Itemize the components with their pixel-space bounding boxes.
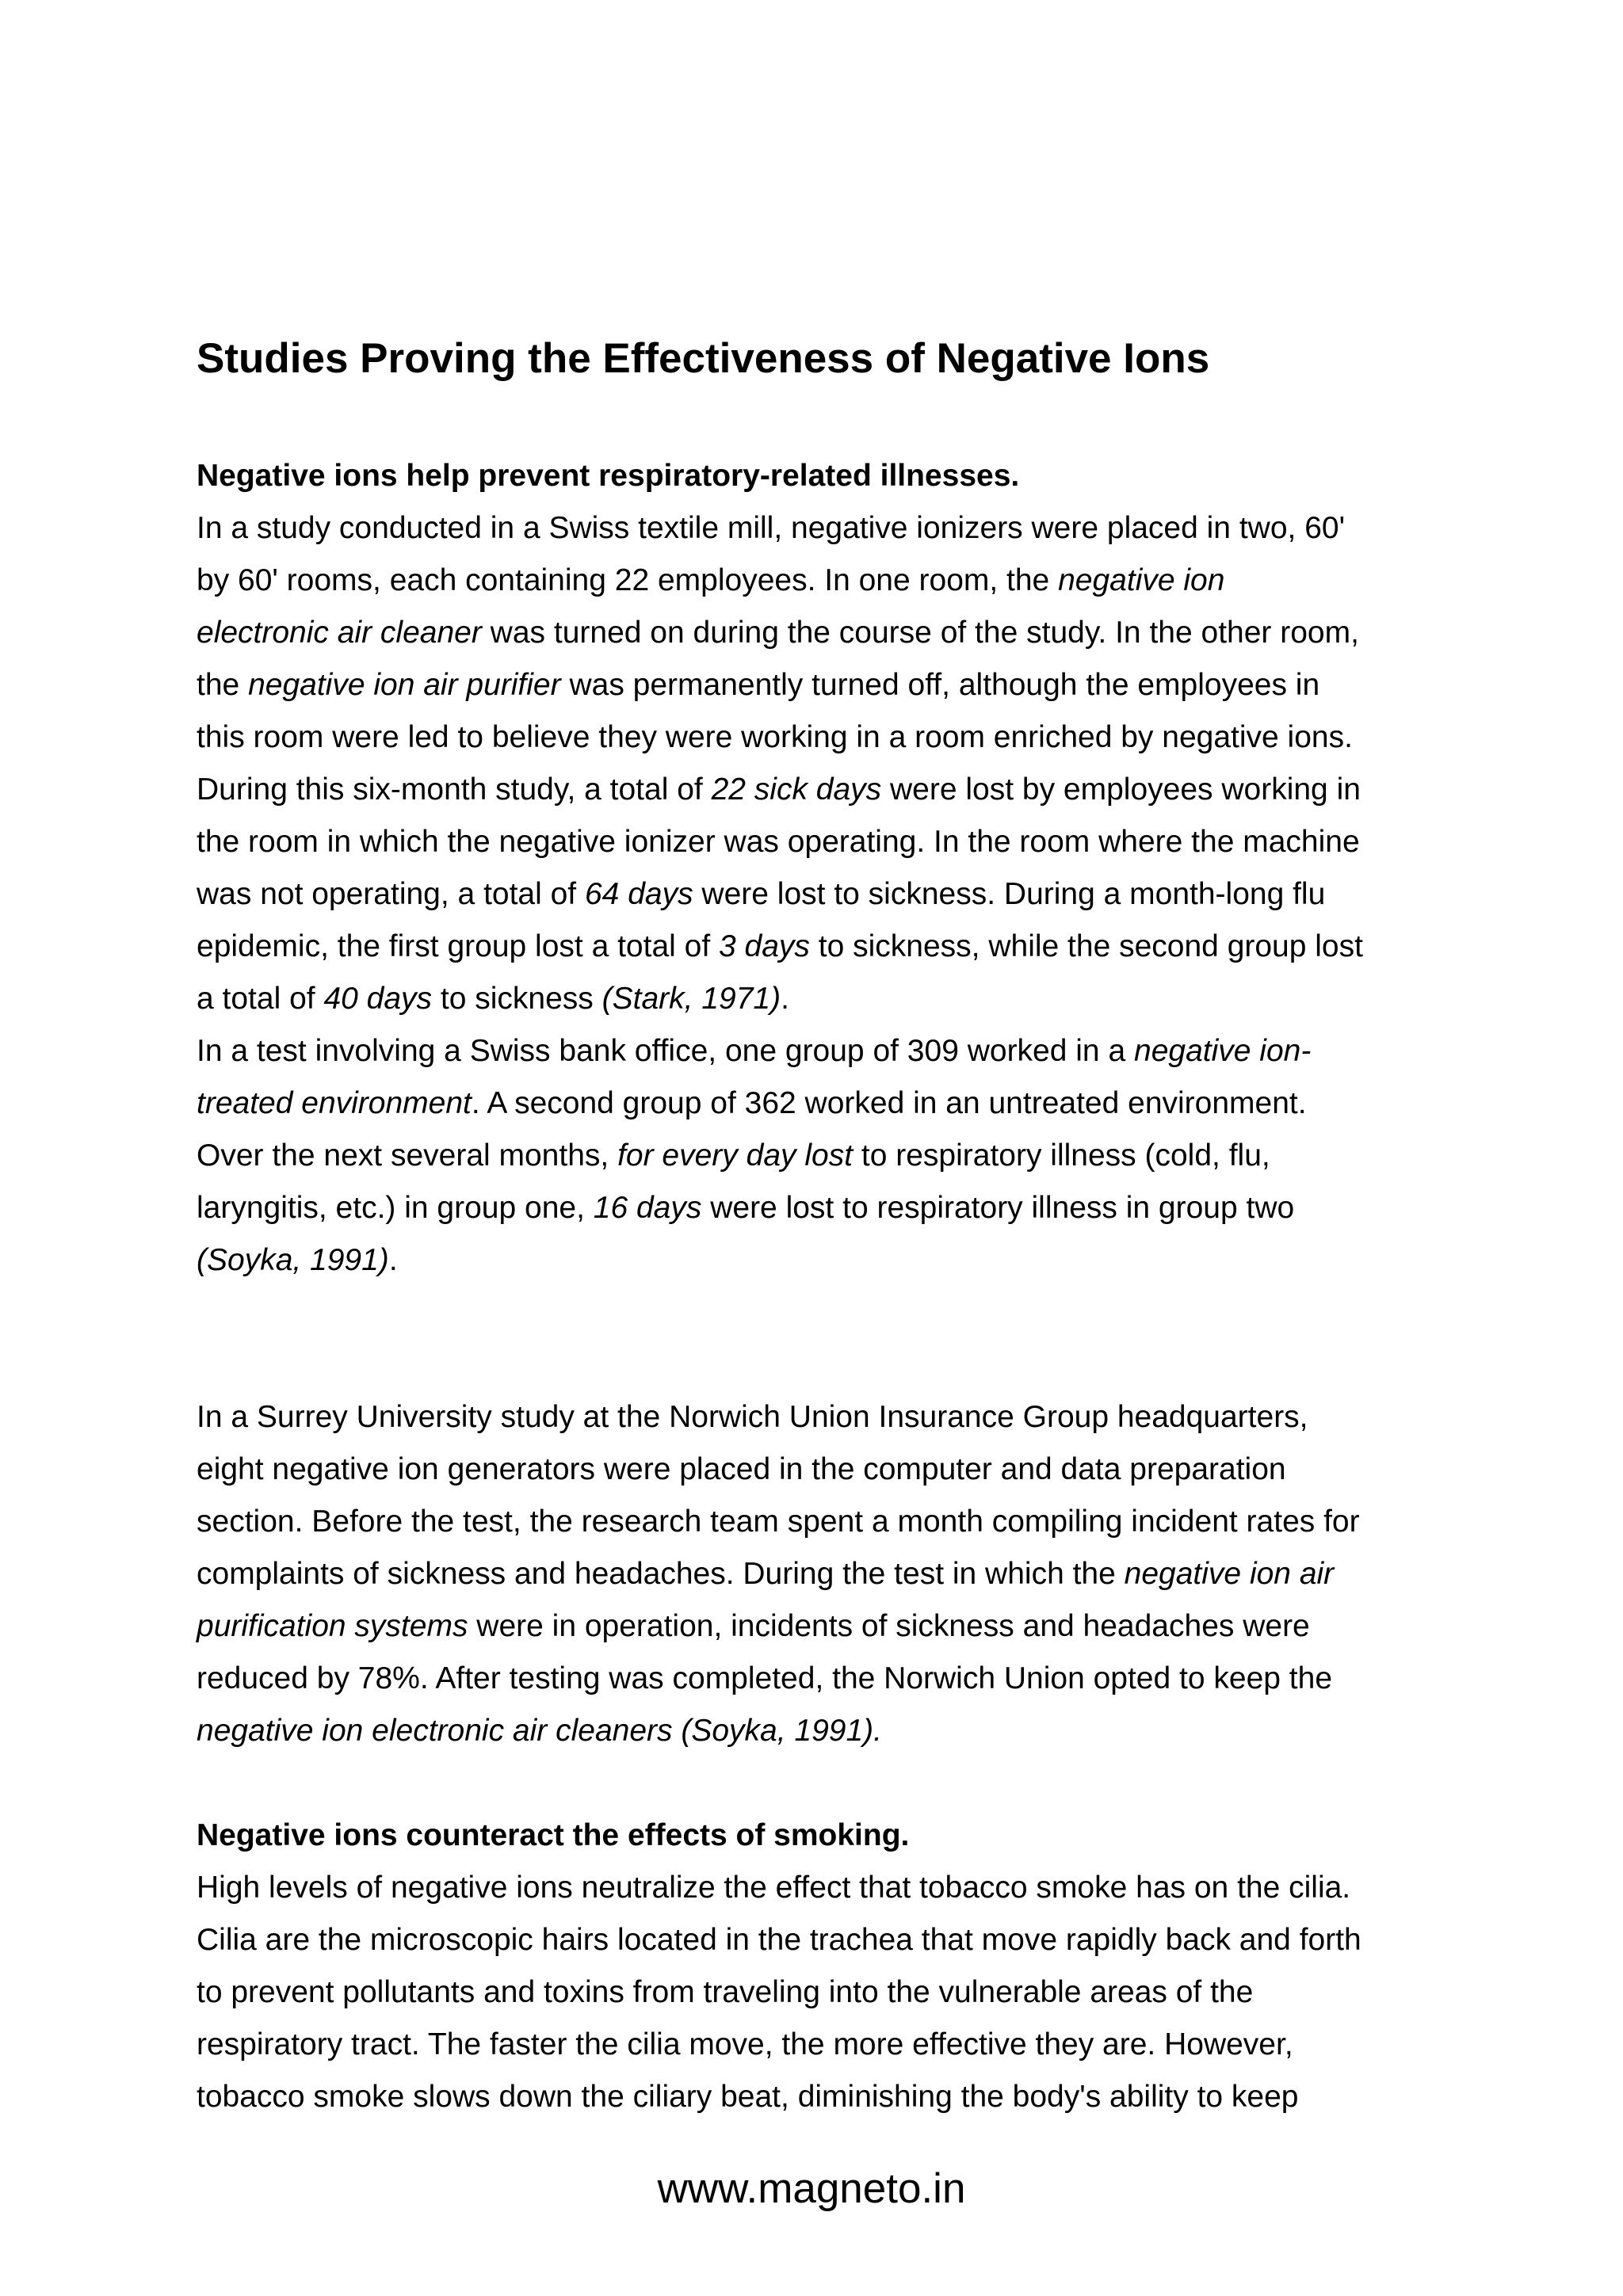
text-line [197,2071,1361,2123]
text-run: tobacco smoke slows down the ciliary beat, diminishing the body's ability to keep [197,2080,1299,2114]
text-run: were lost to respiratory illness in group two [701,1191,1295,1225]
text-line [197,555,1363,607]
text-run: . A second group of 362 worked in an untreated environment. [471,1086,1307,1120]
section-heading-respiratory: Negative ions help prevent respiratory-related illnesses. [197,459,1020,493]
page-title: Studies Proving the Effectiveness of Negative Ions [197,335,1210,382]
text-run: to sickness [432,982,602,1016]
text-run: were in operation, incidents of sickness and headaches were [468,1609,1310,1643]
paragraph-textile-mill-study [197,502,1363,1025]
italic-text-run: for every day lost [617,1138,854,1173]
text-run: to prevent pollutants and toxins from traveling into the vulnerable areas of the [197,1975,1254,2009]
text-run: Cilia are the microscopic hairs located in the trachea that move rapidly back and forth [197,1923,1361,1957]
text-line [197,764,1363,816]
text-line [197,502,1363,555]
text-line [197,1182,1311,1234]
italic-text-run: 64 days [584,877,693,911]
text-run: eight negative ion generators were placed in the computer and data preparation [197,1452,1286,1486]
italic-text-run: negative ion- [1134,1034,1312,1068]
text-line [197,1496,1360,1548]
text-line [197,659,1363,711]
text-run: a total of [197,982,324,1016]
text-line [197,1077,1311,1130]
italic-text-run: electronic air cleaner [197,616,482,650]
text-run: reduced by 78%. After testing was completed, the Norwich Union opted to keep the [197,1661,1333,1695]
text-run: laryngitis, etc.) in group one, [197,1191,594,1225]
italic-text-run: 40 days [323,982,433,1016]
text-line [197,711,1363,764]
text-line [197,868,1363,921]
text-run: . [781,982,789,1016]
text-line [197,1234,1311,1287]
italic-text-run: 3 days [719,929,810,963]
text-line [197,973,1363,1025]
italic-text-run: purification systems [197,1609,468,1643]
paragraph-cilia-smoking [197,1862,1361,2123]
text-run: . [388,1243,398,1277]
text-run: In a study conducted in a Swiss textile mill, negative ionizers were placed in two, 60' [197,511,1346,545]
italic-text-run: negative ion air [1124,1557,1335,1591]
text-line [197,607,1363,659]
italic-text-run: negative ion air purifier [248,668,561,702]
text-run: the room in which the negative ionizer was operating. In the room where the machine [197,825,1360,859]
text-line [197,1444,1360,1496]
text-line [197,1391,1360,1444]
text-run: was not operating, a total of [197,877,585,911]
text-run: were lost by employees working in [881,772,1361,807]
text-run: to sickness, while the second group lost [809,929,1363,963]
text-run: In a test involving a Swiss bank office, one group of 309 worked in a [197,1034,1134,1068]
text-run: was turned on during the course of the study. In the other room, [481,616,1359,650]
text-run: by 60' rooms, each containing 22 employees. In one room, the [197,563,1059,597]
text-line [197,1025,1311,1077]
text-line [197,1600,1360,1653]
text-run: epidemic, the first group lost a total of [197,929,720,963]
text-run: were lost to sickness. During a month-long flu [693,877,1326,911]
paragraph-swiss-bank-study [197,1025,1311,1287]
text-run: In a Surrey University study at the Norwich Union Insurance Group headquarters, [197,1400,1308,1434]
italic-text-run: 22 sick days [711,772,882,807]
text-line [197,1653,1360,1705]
text-run: During this six-month study, a total of [197,772,712,807]
text-run: High levels of negative ions neutralize the effect that tobacco smoke has on the cilia. [197,1871,1351,1905]
text-run: complaints of sickness and headaches. During the test in which the [197,1557,1125,1591]
text-run: section. Before the test, the research team spent a month compiling incident rates for [197,1505,1360,1539]
text-run: respiratory tract. The faster the cilia move, the more effective they are. However, [197,2027,1293,2061]
text-line [197,921,1363,973]
italic-text-run: negative ion electronic air cleaners (Soyka, 1991). [197,1714,882,1748]
text-line [197,1130,1311,1182]
italic-text-run: treated environment [197,1086,472,1120]
italic-text-run: negative ion [1058,563,1225,597]
text-line [197,1548,1360,1600]
text-run: was permanently turned off, although the employees in [560,668,1320,702]
italic-text-run: (Stark, 1971) [601,982,781,1016]
text-run: to respiratory illness (cold, flu, [853,1138,1270,1173]
text-line [197,1966,1361,2019]
text-run: the [197,668,249,702]
italic-text-run: 16 days [593,1191,702,1225]
footer-website-url: www.magneto.in [657,2165,966,2212]
italic-text-run: (Soyka, 1991) [197,1243,389,1277]
text-line [197,2019,1361,2071]
section-heading-smoking: Negative ions counteract the effects of smoking. [197,1818,910,1852]
text-line [197,1914,1361,1966]
paragraph-surrey-university-study [197,1391,1360,1757]
text-run: Over the next several months, [197,1138,618,1173]
text-line [197,816,1363,868]
text-line [197,1705,1360,1757]
text-run: this room were led to believe they were working in a room enriched by negative ions. [197,720,1353,754]
text-line [197,1862,1361,1914]
